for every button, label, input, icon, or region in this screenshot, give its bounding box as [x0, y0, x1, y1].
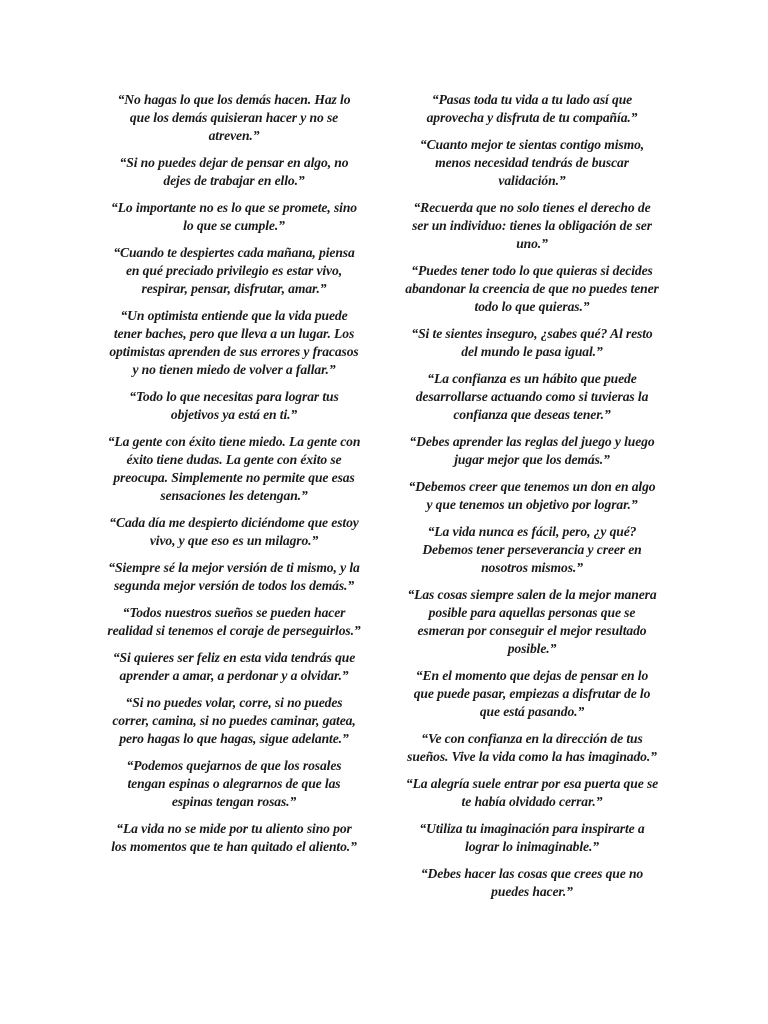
quote-paragraph: “Todo lo que necesitas para lograr tus objetivos ya está en ti.” [129, 389, 339, 422]
quote-paragraph: “Debemos creer que tenemos un don en algo y que tenemos un objetivo por lograr.” [408, 479, 656, 512]
quote-paragraph: “No hagas lo que los demás hacen. Haz lo que los demás quisieran hacer y no se atreven.” [117, 92, 351, 143]
quote-paragraph: “Si no puedes dejar de pensar en algo, no dejes de trabajar en ello.” [119, 155, 349, 188]
quote-paragraph: “Si quieres ser feliz en esta vida tendrás que aprender a amar, a perdonar y a olvidar.” [112, 650, 356, 683]
quote-paragraph: “Cuanto mejor te sientas contigo mismo, menos necesidad tendrás de buscar validación.” [419, 137, 645, 188]
quote-paragraph: “Debes hacer las cosas que crees que no puedes hacer.” [420, 866, 644, 899]
quote-paragraph: “La alegría suele entrar por esa puerta que se te había olvidado cerrar.” [405, 776, 659, 809]
left-quote-column [107, 91, 361, 865]
quote-paragraph: “Pasas toda tu vida a tu lado así que aprovecha y disfruta de tu compañía.” [426, 92, 638, 125]
quote-paragraph: “Ve con confianza en la dirección de tus sueños. Vive la vida como la has imaginado.” [407, 731, 657, 764]
quote-paragraph: “Cuando te despiertes cada mañana, piensa en qué preciado privilegio es estar vivo, respirar, pensar, disfrutar, amar.” [113, 245, 355, 296]
quote-paragraph: “Si te sientes inseguro, ¿sabes qué? Al resto del mundo le pasa igual.” [411, 326, 653, 359]
quote-paragraph: “Las cosas siempre salen de la mejor manera posible para aquellas personas que se esmeran por conseguir el mejor resultado posible.” [407, 587, 657, 656]
quote-paragraph: “La vida no se mide por tu aliento sino por los momentos que te han quitado el aliento.” [111, 821, 357, 854]
right-quote-column [405, 91, 659, 910]
quote-paragraph: “La vida nunca es fácil, pero, ¿y qué? Debemos tener perseverancia y creer en nosotros mismos.” [422, 524, 642, 575]
quote-paragraph: “En el momento que dejas de pensar en lo que puede pasar, empiezas a disfrutar de lo que está pasando.” [413, 668, 651, 719]
quote-paragraph: “Todos nuestros sueños se pueden hacer realidad si tenemos el coraje de perseguirlos.” [107, 605, 361, 638]
quote-paragraph: “Siempre sé la mejor versión de ti mismo, y la segunda mejor versión de todos los demás.” [108, 560, 360, 593]
quote-paragraph: “Un optimista entiende que la vida puede tener baches, pero que lleva a un lugar. Los optimistas aprenden de sus errores y fracasos y no tienen miedo de volver a fallar.” [109, 308, 359, 377]
quote-paragraph: “La confianza es un hábito que puede desarrollarse actuando como si tuvieras la confianza que deseas tener.” [415, 371, 649, 422]
quote-paragraph: “Podemos quejarnos de que los rosales tengan espinas o alegrarnos de que las espinas tengan rosas.” [126, 758, 342, 809]
quote-paragraph: “Recuerda que no solo tienes el derecho de ser un individuo: tienes la obligación de ser uno.” [412, 200, 652, 251]
quote-paragraph: “Debes aprender las reglas del juego y luego jugar mejor que los demás.” [409, 434, 655, 467]
quote-paragraph: “Si no puedes volar, corre, si no puedes correr, camina, si no puedes caminar, gatea, pero hagas lo que hagas, sigue adelante.” [112, 695, 356, 746]
quote-paragraph: “Lo importante no es lo que se promete, sino lo que se cumple.” [111, 200, 357, 233]
quote-paragraph: “Utiliza tu imaginación para inspirarte a lograr lo inimaginable.” [419, 821, 645, 854]
quote-paragraph: “La gente con éxito tiene miedo. La gente con éxito tiene dudas. La gente con éxito se preocupa. Simplemente no permite que esas sensaciones les detengan.” [107, 434, 361, 503]
quote-paragraph: “Cada día me despierto diciéndome que estoy vivo, y que eso es un milagro.” [109, 515, 359, 548]
quote-paragraph: “Puedes tener todo lo que quieras si decides abandonar la creencia de que no puedes tener todo lo que quieras.” [405, 263, 659, 314]
